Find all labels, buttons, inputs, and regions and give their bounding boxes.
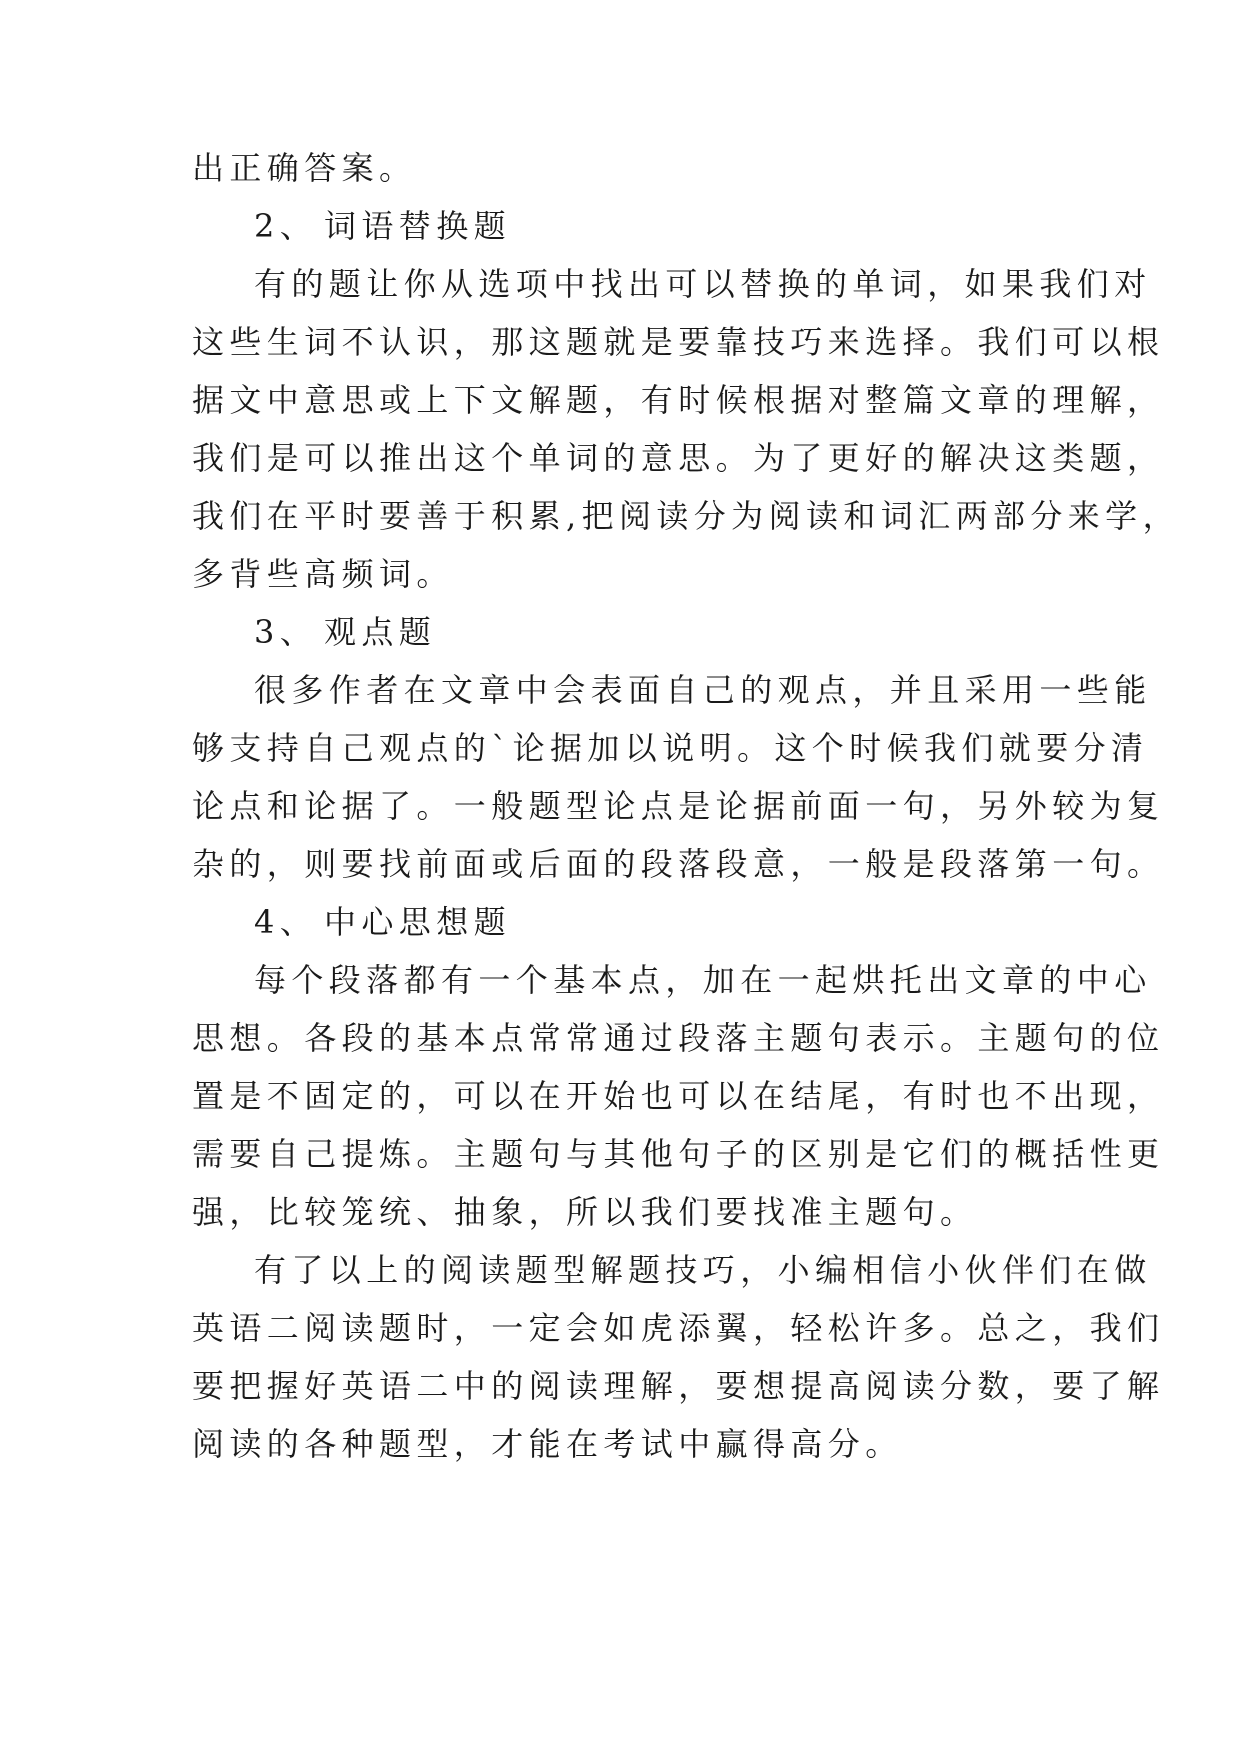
paragraph-line: 很多作者在文章中会表面自己的观点，并且采用一些能	[254, 671, 1152, 709]
paragraph-line: 这些生词不认识，那这题就是要靠技巧来选择。我们可以根	[192, 323, 1165, 361]
paragraph-line: 强，比较笼统、抽象，所以我们要找准主题句。	[192, 1193, 978, 1231]
section-number: 2、	[254, 207, 318, 245]
section-number: 4、	[254, 903, 318, 941]
paragraph-line: 要把握好英语二中的阅读理解，要想提高阅读分数，要了解	[192, 1367, 1165, 1405]
section-heading	[254, 206, 854, 246]
section-heading	[254, 902, 854, 942]
paragraph-line: 我们是可以推出这个单词的意思。为了更好的解决这类题，	[192, 439, 1165, 477]
paragraph-line: 我们在平时要善于积累,把阅读分为阅读和词汇两部分来学，	[192, 497, 1180, 535]
paragraph-line: 多背些高频词。	[192, 555, 454, 593]
paragraph-line: 需要自己提炼。主题句与其他句子的区别是它们的概括性更	[192, 1135, 1165, 1173]
paragraph-line: 置是不固定的，可以在开始也可以在结尾，有时也不出现，	[192, 1077, 1165, 1115]
paragraph-line: 英语二阅读题时，一定会如虎添翼，轻松许多。总之，我们	[192, 1309, 1165, 1347]
section-title: 词语替换题	[324, 207, 512, 245]
section-number: 3、	[254, 613, 318, 651]
section-heading	[254, 612, 854, 652]
paragraph-line: 出正确答案。	[192, 149, 417, 187]
paragraph-line: 杂的，则要找前面或后面的段落段意，一般是段落第一句。	[192, 845, 1165, 883]
paragraph-line: 有的题让你从选项中找出可以替换的单词，如果我们对	[254, 265, 1152, 303]
paragraph-line: 据文中意思或上下文解题，有时候根据对整篇文章的理解，	[192, 381, 1165, 419]
paragraph-line: 思想。各段的基本点常常通过段落主题句表示。主题句的位	[192, 1019, 1165, 1057]
paragraph-line: 每个段落都有一个基本点，加在一起烘托出文章的中心	[254, 961, 1152, 999]
paragraph-line: 阅读的各种题型，才能在考试中赢得高分。	[192, 1425, 903, 1463]
paragraph-line: 有了以上的阅读题型解题技巧，小编相信小伙伴们在做	[254, 1251, 1152, 1289]
section-title: 观点题	[324, 613, 437, 651]
section-title: 中心思想题	[324, 903, 512, 941]
paragraph-line: 论点和论据了。一般题型论点是论据前面一句，另外较为复	[192, 787, 1165, 825]
paragraph-line: 够支持自己观点的`论据加以说明。这个时候我们就要分清	[192, 729, 1149, 767]
